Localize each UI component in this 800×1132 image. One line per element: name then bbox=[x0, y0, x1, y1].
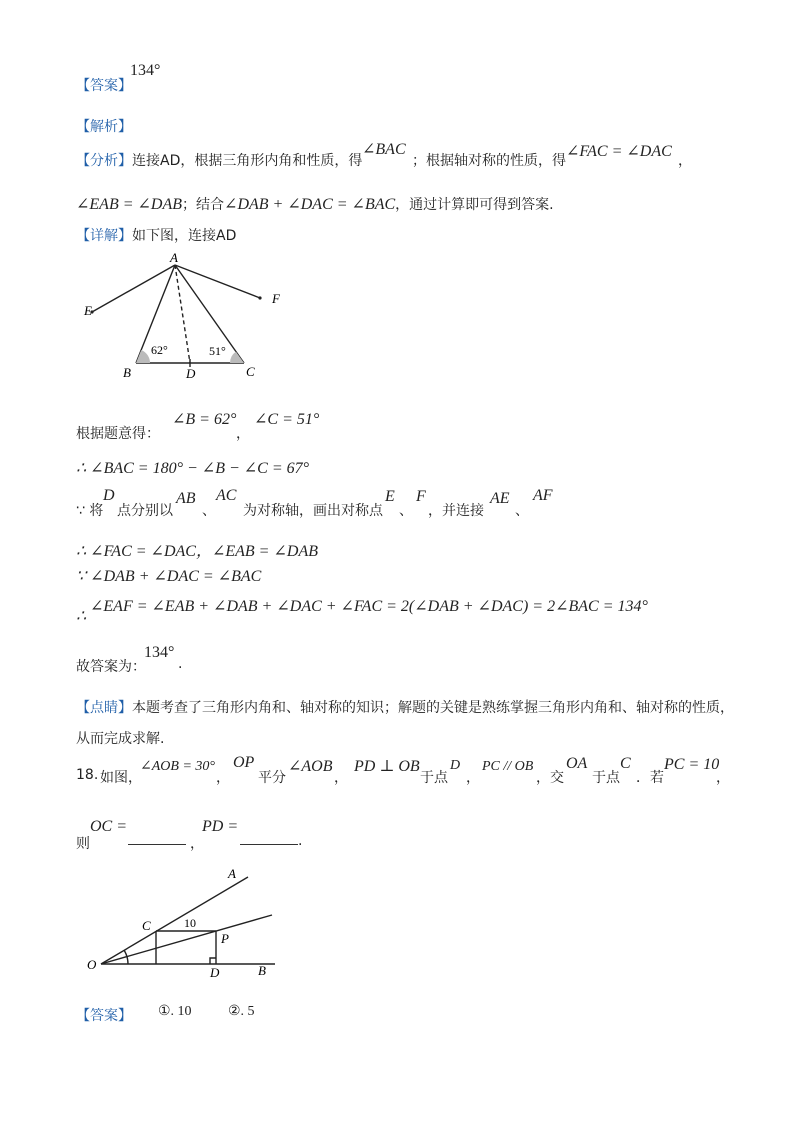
analysis-part1: 连接AD，根据三角形内角和性质，得 bbox=[132, 153, 363, 169]
label-p2: P bbox=[221, 931, 229, 946]
angle-b-label: 62° bbox=[151, 343, 168, 357]
q18-sep2: ， bbox=[334, 770, 348, 786]
point-f bbox=[258, 296, 261, 299]
analysis-part2: ；根据轴对称的性质，得 bbox=[412, 153, 566, 169]
because-e: E bbox=[385, 488, 395, 505]
q18-then: 则 bbox=[76, 836, 90, 852]
q18-oa: OA bbox=[566, 755, 588, 772]
comment-text-1: 本题考查了三角形内角和、轴对称的知识；解题的关键是熟练掌握三角形内角和、轴对称的性质， bbox=[132, 700, 734, 716]
answer-bottom-tag: 【答案】 bbox=[76, 1008, 132, 1024]
q18-end: . bbox=[298, 833, 303, 849]
because-mid1: 点分别以 bbox=[117, 503, 173, 519]
therefore-eab: ，∠EAB = ∠DAB bbox=[195, 543, 318, 560]
q18-blank-pd bbox=[240, 830, 298, 845]
label-c2: C bbox=[142, 918, 151, 933]
therefore3-symbol: ∴ bbox=[76, 608, 87, 625]
answer-bottom-1: ①. 10 bbox=[158, 1004, 192, 1019]
conclusion-value: 134° bbox=[144, 644, 175, 661]
therefore-bac: ∴ ∠BAC = 180° − ∠B − ∠C = 67° bbox=[76, 460, 310, 477]
label-f: F bbox=[272, 291, 280, 306]
q18-bisect: 平分 bbox=[258, 770, 286, 786]
because-ab: AB bbox=[176, 490, 196, 507]
q18-sep6: ， bbox=[190, 836, 204, 852]
because-sep1: 、 bbox=[202, 503, 216, 519]
q18-c: C bbox=[620, 755, 631, 772]
q18-sep4: ，交 bbox=[536, 770, 564, 786]
detail-text: 如下图，连接AD bbox=[132, 228, 237, 244]
line-af bbox=[175, 265, 260, 298]
conclusion-prefix: 故答案为： bbox=[76, 659, 146, 675]
label-b: B bbox=[123, 365, 131, 380]
analysis-comma: ， bbox=[678, 153, 692, 169]
q18-at1: 于点 bbox=[420, 770, 448, 786]
given-b: ∠B = 62° bbox=[172, 411, 237, 428]
because-mid2: 为对称轴，画出对称点 bbox=[243, 503, 383, 519]
because-ac: AC bbox=[216, 487, 237, 504]
q18-if: ．若 bbox=[636, 770, 664, 786]
q18-number: 18. bbox=[76, 767, 99, 783]
given-sep: ， bbox=[236, 426, 250, 442]
because-ae: AE bbox=[490, 490, 510, 507]
therefore-fac: ∴ ∠FAC = ∠DAC bbox=[76, 543, 196, 560]
because-sep3: 、 bbox=[515, 503, 529, 519]
q18-pd-perp: PD ⊥ OB bbox=[354, 758, 420, 775]
therefore-fac-line bbox=[76, 538, 318, 561]
because-sep2: 、 bbox=[399, 503, 413, 519]
q18-aob2: ∠AOB bbox=[288, 758, 333, 775]
because-af: AF bbox=[533, 487, 553, 504]
analysis-part3: ；结合 bbox=[182, 197, 225, 213]
given-prefix: 根据题意得： bbox=[76, 426, 160, 442]
q18-at2: 于点 bbox=[592, 770, 620, 786]
answer-bottom-2: ②. 5 bbox=[228, 1004, 255, 1019]
q18-pc-par: PC // OB bbox=[482, 759, 534, 774]
because-sum: ∵ ∠DAB + ∠DAC = ∠BAC bbox=[76, 568, 262, 585]
q18-op: OP bbox=[233, 754, 255, 771]
angle-c-label: 51° bbox=[209, 344, 226, 358]
analysis-tag: 【分析】 bbox=[76, 153, 132, 169]
angle-c-mark bbox=[230, 352, 244, 363]
q18-pc-eq: PC = 10 bbox=[664, 756, 720, 773]
because-prefix: ∵ 将 bbox=[76, 503, 104, 519]
q18-pd-eq: PD = bbox=[202, 818, 239, 835]
because-mid3: ，并连接 bbox=[428, 503, 484, 519]
label-a: A bbox=[170, 250, 178, 265]
because-f: F bbox=[416, 488, 426, 505]
line-ae bbox=[92, 265, 175, 312]
label-b2: B bbox=[258, 963, 266, 978]
analysis-heading: 【解析】 bbox=[76, 119, 132, 135]
comment-line-1 bbox=[76, 697, 734, 717]
q18-sep3: ， bbox=[466, 770, 480, 786]
q18-d: D bbox=[450, 758, 461, 773]
analysis-eab-dab: ∠EAB = ∠DAB bbox=[76, 196, 183, 213]
label-cp-length: 10 bbox=[184, 916, 196, 930]
label-a2: A bbox=[228, 866, 236, 881]
label-c: C bbox=[246, 364, 255, 379]
q18-intro: 如图， bbox=[100, 770, 142, 786]
answer-value: 134° bbox=[130, 62, 161, 79]
q18-blank-oc bbox=[128, 830, 186, 845]
analysis-fac-dac: ∠FAC = ∠DAC bbox=[566, 143, 672, 160]
q18-sep5: ， bbox=[716, 770, 730, 786]
label-d: D bbox=[186, 366, 196, 381]
comment-text-2: 从而完成求解. bbox=[76, 731, 165, 747]
q18-sep1: ， bbox=[216, 770, 230, 786]
label-o2: O bbox=[87, 957, 97, 972]
therefore-eaf: ∠EAF = ∠EAB + ∠DAB + ∠DAC + ∠FAC = 2(∠DAB + ∠DAC) = 2∠BAC = 134° bbox=[90, 598, 648, 615]
line-ad-dashed bbox=[175, 265, 190, 363]
analysis-bac: ∠BAC bbox=[362, 141, 406, 158]
label-e: E bbox=[84, 303, 92, 318]
given-c: ∠C = 51° bbox=[254, 411, 320, 428]
q18-aob: ∠AOB = 30° bbox=[140, 759, 215, 774]
conclusion-suffix: . bbox=[178, 656, 183, 672]
detail-tag: 【详解】 bbox=[76, 228, 132, 244]
answer-tag: 【答案】 bbox=[76, 78, 132, 94]
comment-tag: 【点睛】 bbox=[76, 700, 132, 716]
label-d2: D bbox=[210, 965, 220, 980]
analysis-sum-eq: ∠DAB + ∠DAC = ∠BAC bbox=[224, 196, 396, 213]
analysis-part4: ，通过计算即可得到答案. bbox=[395, 197, 554, 213]
because-d: D bbox=[103, 487, 115, 504]
q18-oc-eq: OC = bbox=[90, 818, 128, 835]
